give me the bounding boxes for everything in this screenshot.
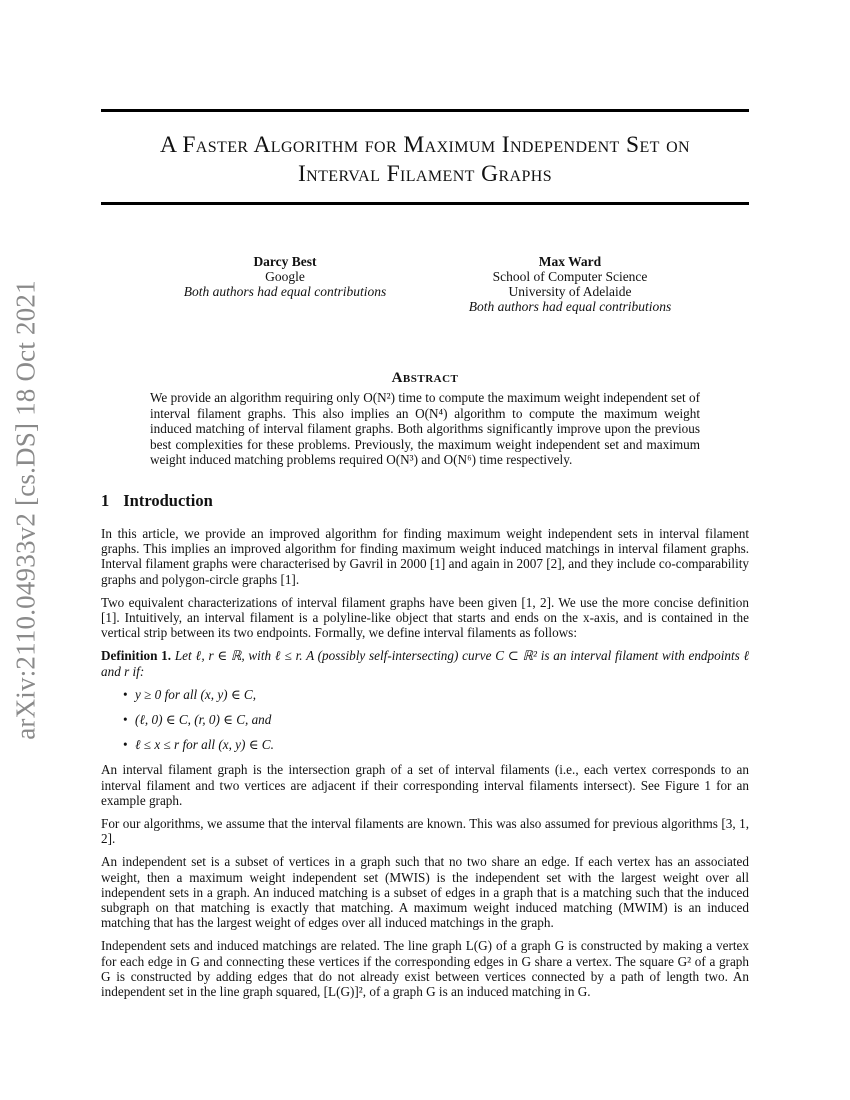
paper-title	[101, 131, 749, 189]
author-affiliation: Google	[265, 269, 305, 284]
paragraph: Independent sets and induced matchings are related. The line graph L(G) of a graph G is constructed by making a vertex for each edge in G and connecting these vertices if the corresponding edges in G share a vertex. The square G² of a graph G is constructed by adding edges that do not already exist between vertices connected by a path of length two. An independent set in the line graph squared, [L(G)]², of a graph G is an induced matching in G.	[101, 938, 749, 1000]
list-item: • (ℓ, 0) ∈ C, (r, 0) ∈ C, and	[123, 712, 749, 727]
author-affiliation: School of Computer Science	[492, 269, 648, 284]
arxiv-identifier: arXiv:2110.04933v2 [cs.DS] 18 Oct 2021	[10, 280, 41, 740]
abstract-heading: Abstract	[391, 370, 459, 386]
paragraph: For our algorithms, we assume that the interval filaments are known. This was also assumed for previous algorithms [3, 1, 2].	[101, 816, 749, 847]
author-block-1	[160, 254, 410, 299]
section-number: 1	[101, 491, 110, 510]
title-top-rule	[101, 109, 749, 112]
definition-label: Definition 1.	[101, 648, 172, 664]
author-name: Max Ward	[538, 254, 602, 269]
definition	[101, 648, 749, 678]
title-bottom-rule	[101, 202, 749, 205]
author-note: Both authors had equal contributions	[468, 299, 672, 314]
author-note: Both authors had equal contributions	[183, 284, 387, 299]
body-text	[101, 526, 749, 1007]
section-heading	[101, 491, 213, 511]
author-name: Darcy Best	[253, 254, 317, 269]
definition-text: Let ℓ, r ∈ ℝ, with ℓ ≤ r. A (possibly self-intersecting) curve C ⊂ ℝ² is an interval filament with endpoints ℓ and r if:	[101, 648, 749, 679]
list-item: • y ≥ 0 for all (x, y) ∈ C,	[123, 687, 749, 702]
author-affiliation: University of Adelaide	[508, 284, 632, 299]
paragraph: Two equivalent characterizations of interval filament graphs have been given [1, 2]. We use the more concise definition [1]. Intuitively, an interval filament is a polyline-like object that starts and ends on the x-axis, and is contained in the vertical strip between its two endpoints. Formally, we define interval filaments as follows:	[101, 594, 749, 641]
title-line-1: A Faster Algorithm for Maximum Independent Set on	[159, 132, 691, 158]
author-block-2	[450, 254, 690, 314]
arxiv-sidebar	[4, 280, 48, 740]
section-title: Introduction	[123, 491, 213, 510]
abstract-text: We provide an algorithm requiring only O(N²) time to compute the maximum weight independent set of interval filament graphs. This also implies an O(N⁴) algorithm to compute the maximum weight induced matching of interval filament graphs. Both algorithms significantly improve upon the previous best complexities for these problems. Previously, the maximum weight independent set and maximum weight induced matching problems required O(N³) and O(N⁶) time respectively.	[150, 390, 700, 468]
paragraph: An interval filament graph is the intersection graph of a set of interval filaments (i.e., each vertex corresponds to an interval filament and two vertices are adjacent if their corresponding interval filaments intersect). See Figure 1 for an example graph.	[101, 762, 749, 808]
title-line-2: Interval Filament Graphs	[297, 161, 553, 187]
list-item: • ℓ ≤ x ≤ r for all (x, y) ∈ C.	[123, 737, 749, 752]
paragraph: In this article, we provide an improved algorithm for finding maximum weight independent sets in interval filament graphs. This implies an improved algorithm for finding maximum weight induced matchings in interval filament graphs. Interval filament graphs were characterised by Gavril in 2000 [1] and again in 2007 [2], and they include co-comparability graphs and polygon-circle graphs [1].	[101, 526, 749, 587]
paragraph: An independent set is a subset of vertices in a graph such that no two share an edge. If each vertex has an associated weight, then a maximum weight independent set (MWIS) is the independent set with the largest weight over all independent sets in a graph. An induced matching is a subset of edges in a graph that is a matching such that the induced subgraph on that matching is exactly that matching. A maximum weight induced matching (MWIM) is an induced matching that has the largest weight of edges over all induced matchings in the graph.	[101, 854, 749, 931]
definition-conditions	[101, 687, 749, 753]
